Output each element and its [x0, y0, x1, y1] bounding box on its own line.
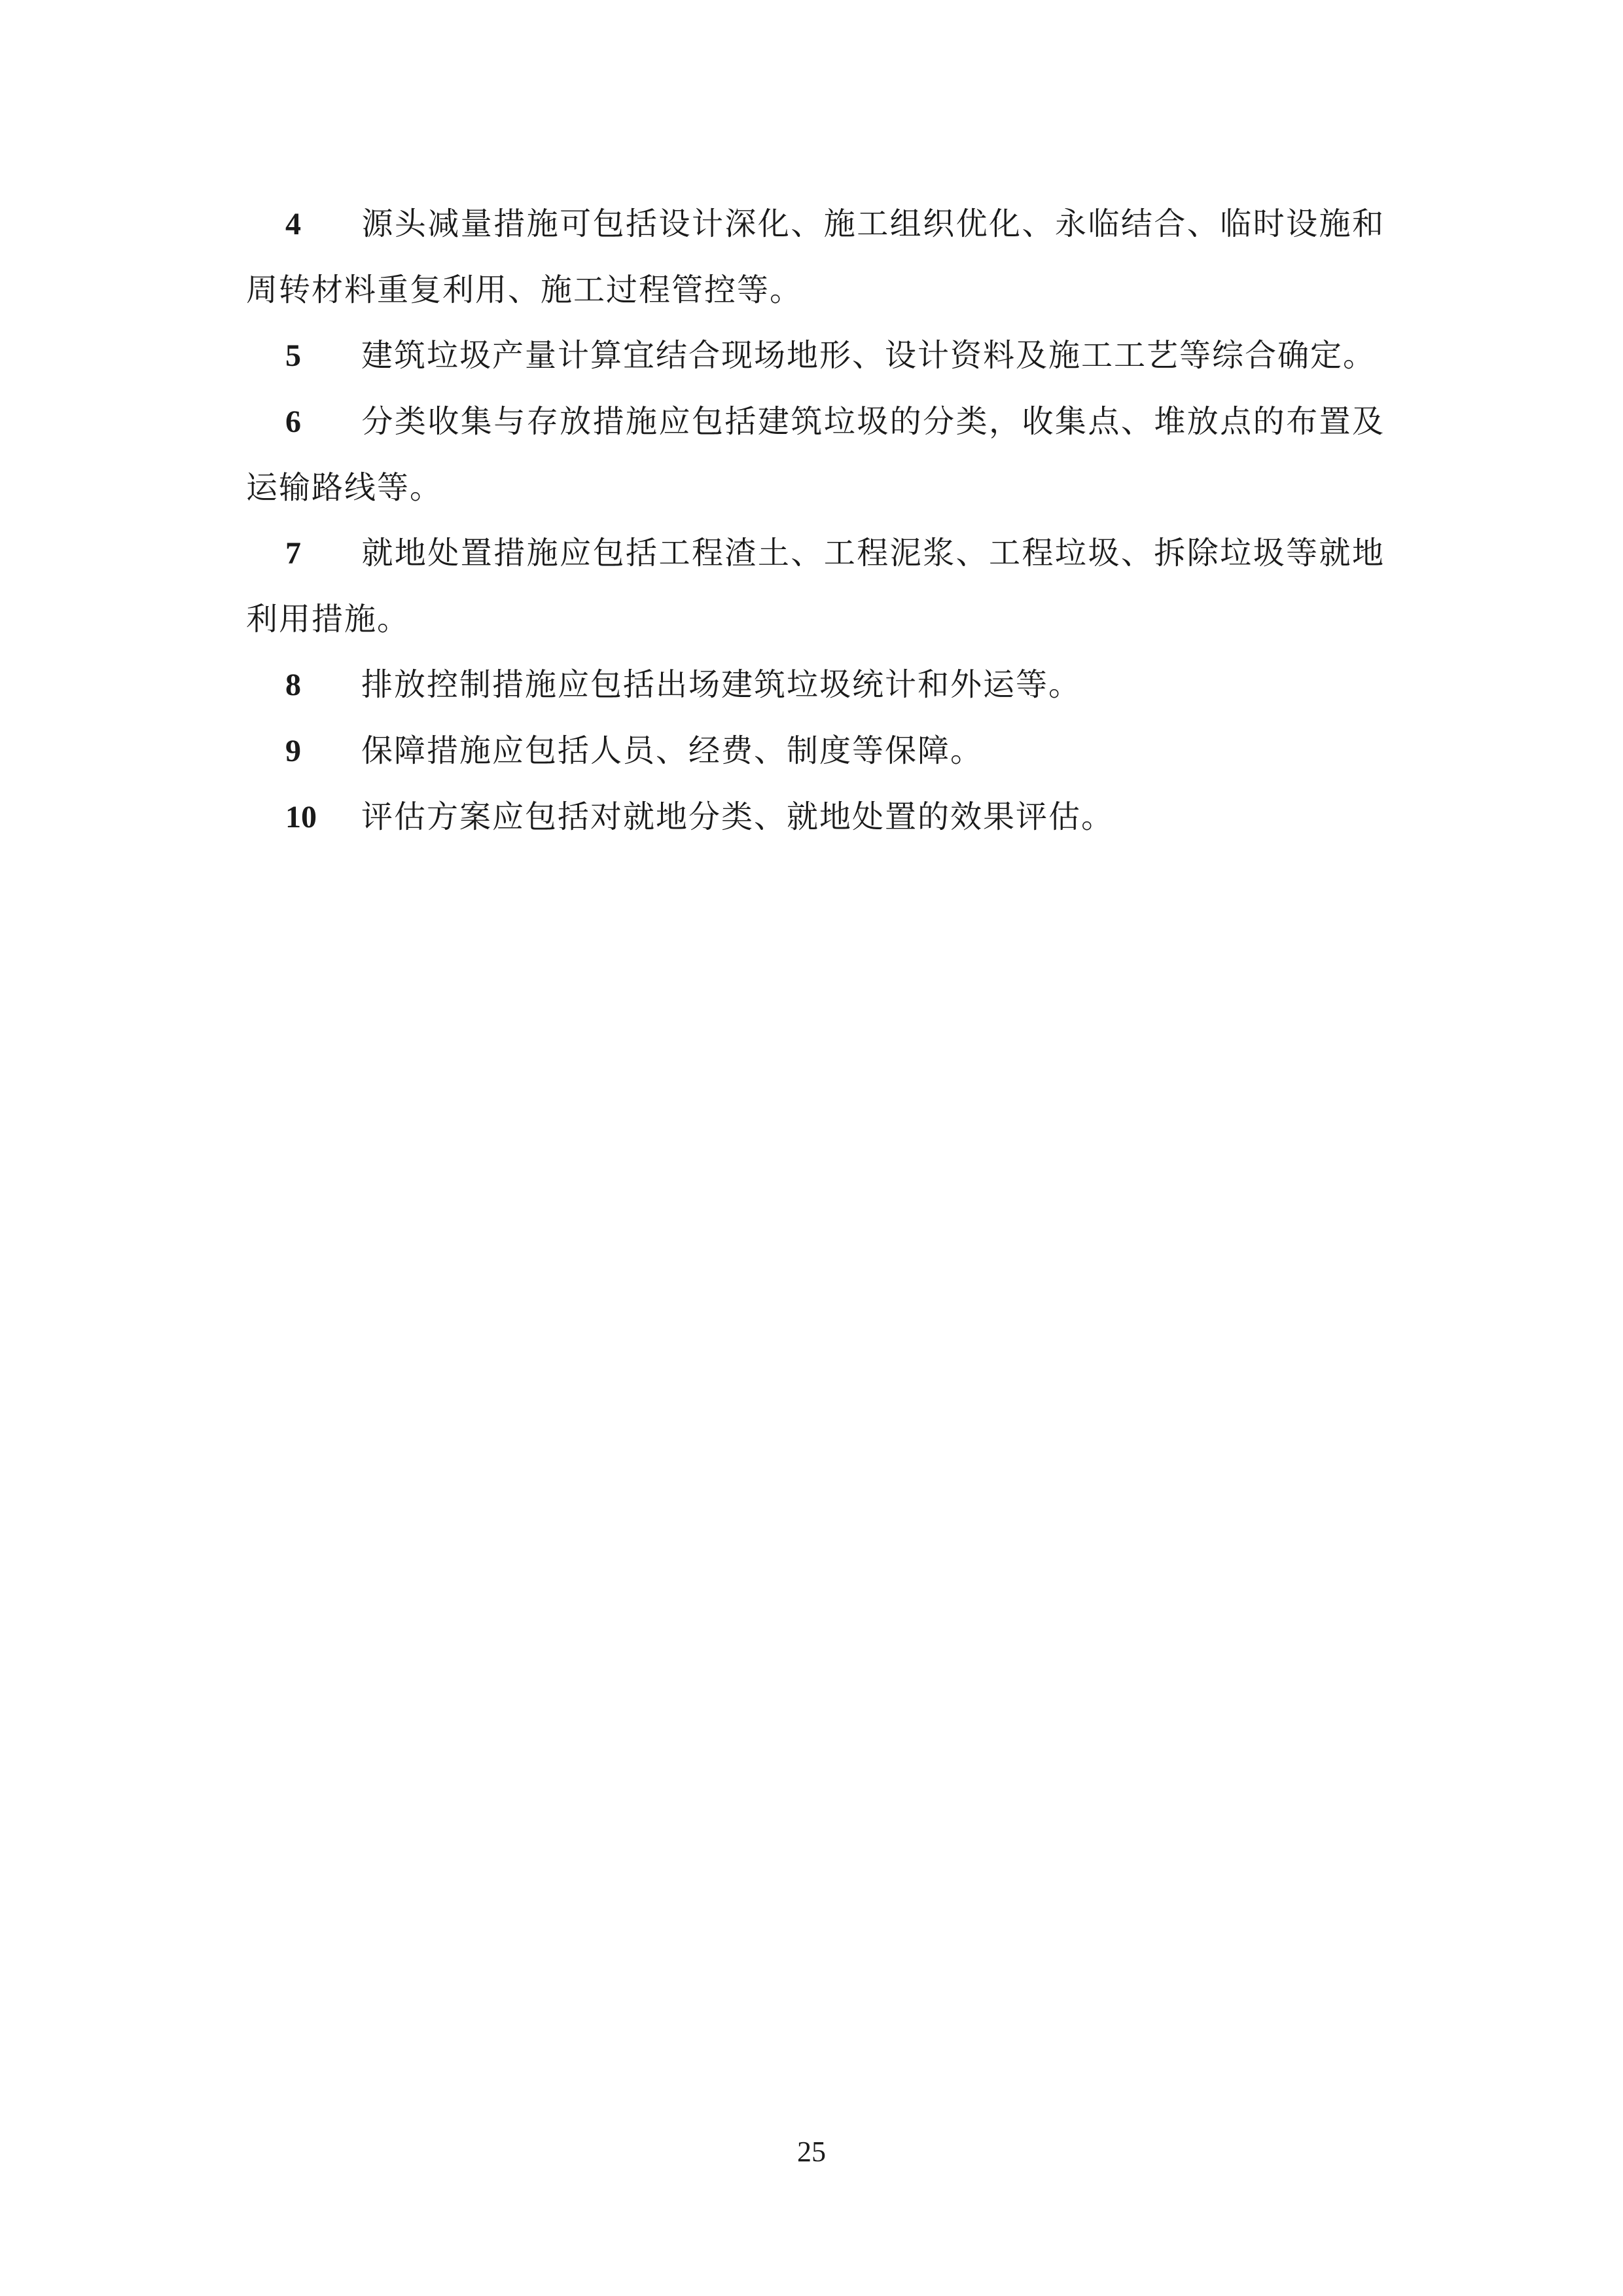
clause-item [246, 718, 1385, 784]
clause-number: 8 [285, 668, 301, 702]
clause-text: 源头减量措施可包括设计深化、施工组织优化、永临结合、临时设施和周转材料重复利用、施工过程管控等。 [246, 206, 1385, 308]
clause-item [246, 520, 1385, 652]
clause-number: 6 [285, 404, 301, 439]
clause-text: 排放控制措施应包括出场建筑垃圾统计和外运等。 [361, 666, 1082, 703]
clause-list [246, 191, 1385, 850]
clause-item [246, 652, 1385, 718]
clause-number: 4 [285, 207, 301, 242]
clause-number: 9 [285, 734, 301, 768]
clause-item [246, 784, 1385, 850]
clause-number: 10 [285, 800, 317, 834]
clause-text: 就地处置措施应包括工程渣土、工程泥浆、工程垃圾、拆除垃圾等就地利用措施。 [246, 535, 1385, 637]
clause-item [246, 323, 1385, 389]
clause-text: 评估方案应包括对就地分类、就地处置的效果评估。 [361, 798, 1115, 835]
clause-text: 保障措施应包括人员、经费、制度等保障。 [361, 732, 984, 769]
clause-text: 建筑垃圾产量计算宜结合现场地形、设计资料及施工工艺等综合确定。 [361, 337, 1376, 374]
clause-item [246, 191, 1385, 323]
clause-text: 分类收集与存放措施应包括建筑垃圾的分类，收集点、堆放点的布置及运输路线等。 [246, 403, 1385, 506]
page-number: 25 [797, 2136, 826, 2168]
clause-number: 7 [285, 536, 301, 571]
clause-item [246, 389, 1385, 520]
clause-number: 5 [285, 338, 301, 373]
